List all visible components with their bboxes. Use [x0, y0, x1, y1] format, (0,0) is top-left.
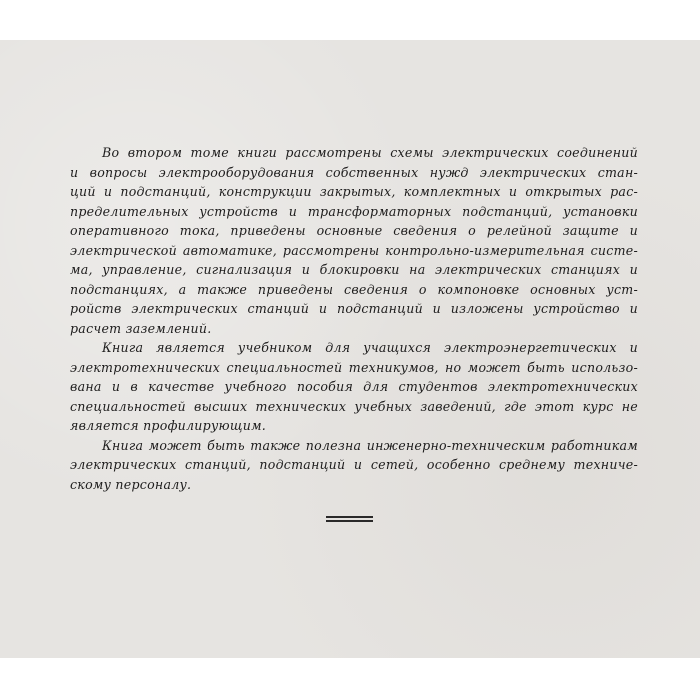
text-line: электрической автоматике, рассмотрены контрольно-измерительная систе-: [70, 242, 638, 258]
annotation-text: [70, 143, 638, 494]
text-line: ма, управление, сигнализация и блокировки на электрических станциях и: [70, 262, 638, 277]
text-line: электротехнических специальностей техникумов, но может быть использо-: [70, 359, 638, 375]
text-line: пределительных устройств и трансформаторных подстанций, установки: [70, 203, 638, 219]
text-line: ций и подстанций, конструкции закрытых, комплектных и открытых рас-: [70, 184, 638, 199]
text-line: Во втором томе книги рассмотрены схемы электрических соединений: [102, 145, 638, 160]
text-line: оперативного тока, приведены основные сведения о релейной защите и: [70, 223, 638, 238]
text-line: расчет заземлений.: [70, 320, 212, 336]
text-line: Книга является учебником для учащихся электроэнергетических и: [102, 340, 638, 355]
text-line: ройств электрических станций и подстанций и изложены устройство и: [70, 301, 638, 316]
divider-rule-bottom: [326, 520, 373, 522]
text-line: электрических станций, подстанций и сетей, особенно среднему техниче-: [70, 457, 638, 472]
text-line: скому персоналу.: [70, 476, 192, 492]
text-line: специальностей высших технических учебных заведений, где этот курс не: [70, 398, 638, 414]
text-line: вана и в качестве учебного пособия для студентов электротехнических: [70, 379, 638, 394]
book-page: [0, 40, 700, 658]
divider-rule-top: [326, 516, 373, 518]
paragraph-2: [70, 338, 638, 436]
text-line: подстанциях, а также приведены сведения о компоновке основных уст-: [70, 281, 638, 297]
text-line: и вопросы электрооборудования собственных нужд электрических стан-: [70, 164, 638, 180]
double-rule-divider: [326, 516, 373, 522]
paragraph-3: [70, 436, 638, 495]
text-line: Книга может быть также полезна инженерно-техническим работникам: [102, 437, 638, 453]
text-line: является профилирующим.: [70, 418, 267, 433]
paragraph-1: [70, 143, 638, 338]
